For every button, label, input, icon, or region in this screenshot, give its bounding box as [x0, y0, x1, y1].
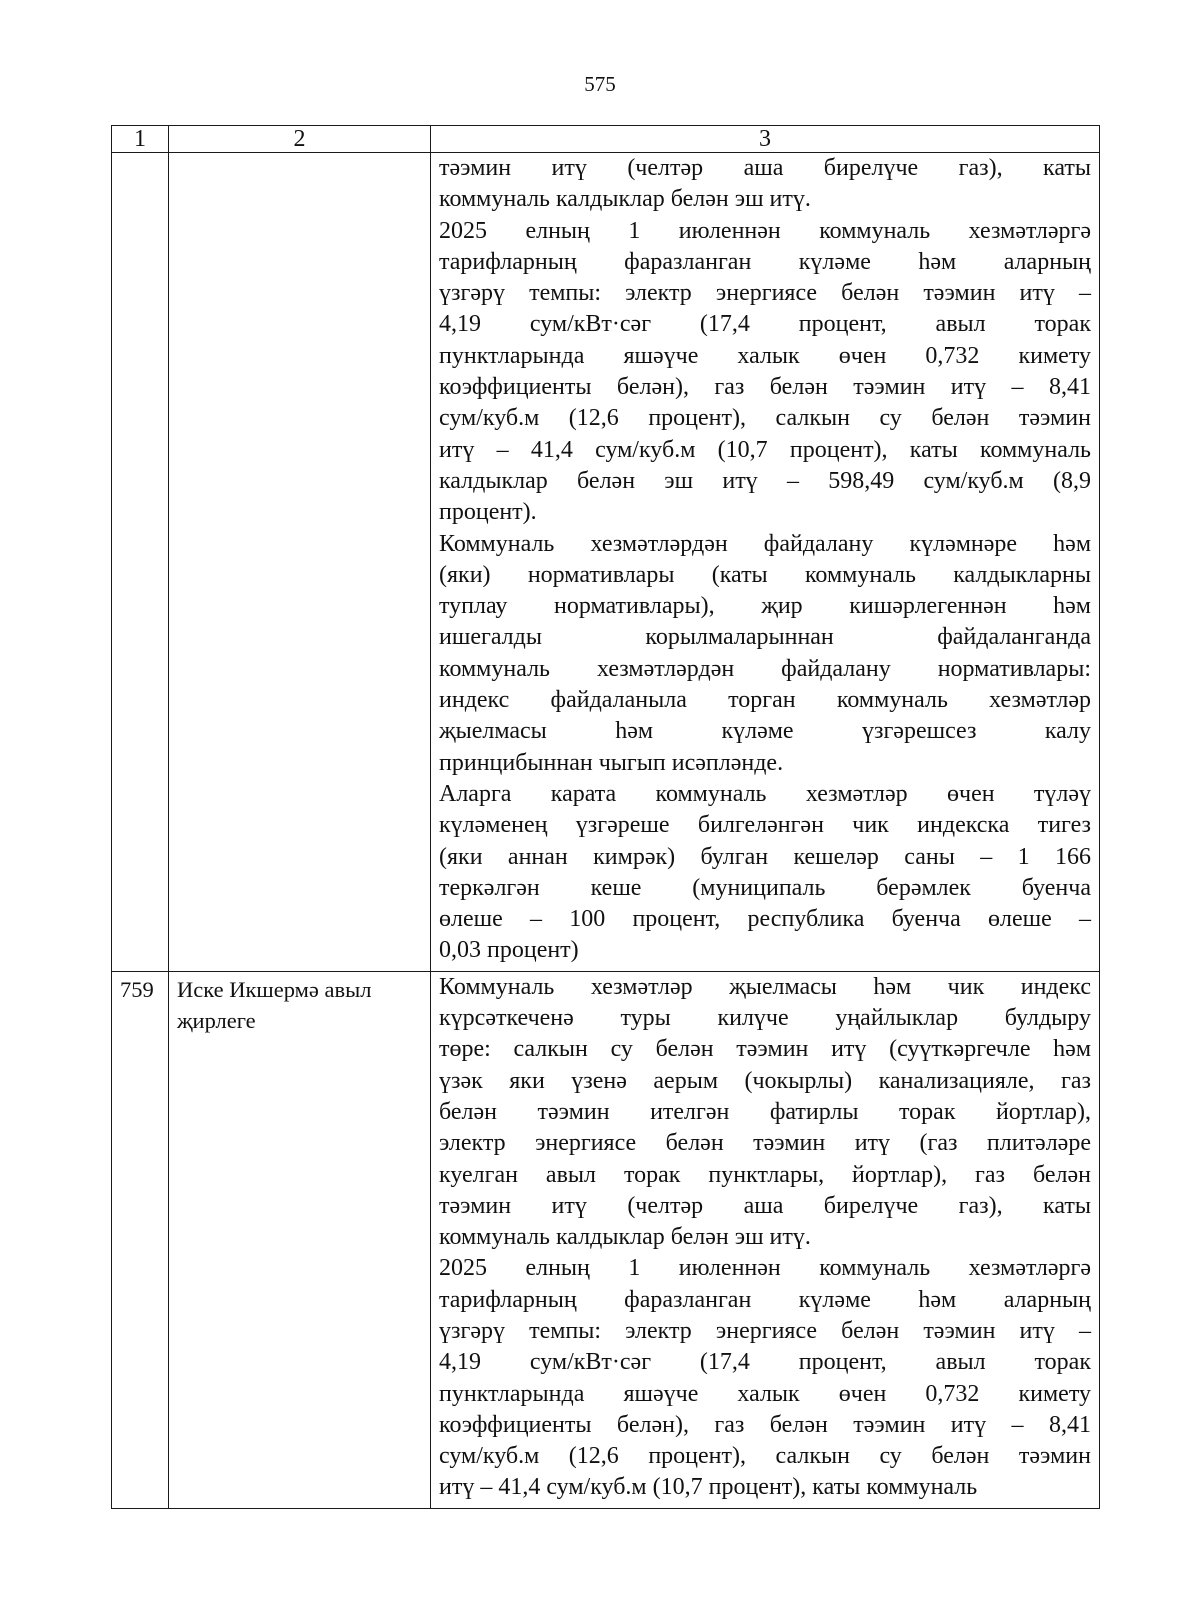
table-header-row	[112, 126, 1100, 153]
document-table	[111, 125, 1100, 1509]
paragraph-line: Коммуналь хезмәтләр җыелмасы һәм чик индекс	[439, 973, 1091, 1000]
paragraph-line: (яки) нормативлары (каты коммуналь калдыкларны	[439, 561, 1091, 588]
paragraph-line: электр энергиясе белән тәэмин итү (газ плитәләре	[439, 1130, 1091, 1157]
paragraph-line: 2025 елның 1 июленнән коммуналь хезмәтләргә	[439, 1255, 1091, 1282]
paragraph-line: итү – 41,4 сум/куб.м (10,7 процент), каты коммуналь	[439, 436, 1091, 463]
content-paragraph	[439, 153, 1091, 216]
paragraph-line: итү – 41,4 сум/куб.м (10,7 процент), каты коммуналь	[439, 1474, 978, 1501]
row-name-cell	[169, 153, 431, 972]
paragraph-line: үзгәрү темпы: электр энергиясе белән тәэмин итү –	[439, 1317, 1091, 1344]
paragraph-line: (яки аннан кимрәк) булган кешеләр саны – 1 166	[439, 843, 1091, 870]
paragraph-line: пунктларында яшәүче халык өчен 0,732 кимету	[439, 1380, 1091, 1407]
paragraph-line: коммуналь калдыклар белән эш итү.	[439, 186, 811, 213]
paragraph-line: үзгәрү темпы: электр энергиясе белән тәэмин итү –	[439, 280, 1091, 307]
row-content-cell	[431, 153, 1100, 972]
paragraph-line: 4,19 сум/кВт·сәг (17,4 процент, авыл торак	[439, 311, 1091, 338]
table-row	[112, 971, 1100, 1508]
paragraph-line: процент).	[439, 499, 537, 526]
paragraph-line: куелган авыл торак пунктлары, йортлар), газ белән	[439, 1161, 1091, 1188]
paragraph-line: тарифларның фаразланган күләме һәм аларның	[439, 248, 1091, 275]
content-paragraph	[439, 779, 1091, 967]
content-paragraph	[439, 529, 1091, 779]
column-header-2: 2	[169, 126, 431, 153]
paragraph-line: тәэмин итү (челтәр аша бирелүче газ), каты	[439, 155, 1091, 181]
page-number: 575	[584, 72, 616, 96]
paragraph-line: тарифларның фаразланган күләме һәм аларның	[439, 1286, 1091, 1313]
paragraph-line: тәэмин итү (челтәр аша бирелүче газ), каты	[439, 1192, 1091, 1219]
paragraph-line: калдыклар белән эш итү – 598,49 сум/куб.м (8,9	[439, 467, 1091, 494]
paragraph-line: җыелмасы һәм күләме үзгәрешсез калу	[439, 718, 1091, 745]
paragraph-line: белән тәэмин ителгән фатирлы торак йортлар),	[439, 1098, 1091, 1125]
paragraph-line: сум/куб.м (12,6 процент), салкын су белән тәэмин	[439, 1443, 1091, 1470]
paragraph-line: 0,03 процент)	[439, 937, 579, 964]
paragraph-line: коммуналь хезмәтләрдән файдалану нормативлары:	[439, 655, 1091, 682]
paragraph-line: теркәлгән кеше (муниципаль берәмлек буенча	[439, 874, 1091, 901]
content-paragraph	[439, 1253, 1091, 1503]
paragraph-line: сум/куб.м (12,6 процент), салкын су белән тәэмин	[439, 405, 1091, 432]
paragraph-line: күләменең үзгәреше билгеләнгән чик индекска тигез	[439, 812, 1091, 839]
content-paragraph	[439, 972, 1091, 1254]
paragraph-line: 2025 елның 1 июленнән коммуналь хезмәтләргә	[439, 217, 1091, 244]
paragraph-line: коэффициенты белән), газ белән тәэмин итү – 8,41	[439, 1411, 1091, 1438]
paragraph-line: туплау нормативлары), җир кишәрлегеннән һәм	[439, 593, 1091, 620]
paragraph-line: коммуналь калдыклар белән эш итү.	[439, 1224, 811, 1251]
paragraph-line: төре: салкын су белән тәэмин итү (суүткәргечле һәм	[439, 1036, 1091, 1063]
row-number-cell	[112, 153, 169, 972]
paragraph-line: күрсәткеченә туры килүче уңайлыклар булдыру	[439, 1005, 1091, 1032]
paragraph-line: Коммуналь хезмәтләрдән файдалану күләмнәре һәм	[439, 530, 1091, 557]
paragraph-line: индекс файдаланыла торган коммуналь хезмәтләр	[439, 687, 1091, 714]
paragraph-line: үзәк яки үзенә аерым (чокырлы) канализацияле, газ	[439, 1067, 1091, 1094]
content-paragraph	[439, 216, 1091, 529]
row-number-cell: 759	[112, 971, 169, 1508]
paragraph-line: өлеше – 100 процент, республика буенча өлеше –	[439, 906, 1091, 933]
paragraph-line: пунктларында яшәүче халык өчен 0,732 кимету	[439, 342, 1091, 369]
paragraph-line: ишегалды корылмаларыннан файдаланганда	[439, 624, 1091, 651]
paragraph-line: Аларга карата коммуналь хезмәтләр өчен түләү	[439, 780, 1091, 807]
table-row	[112, 153, 1100, 972]
column-header-1: 1	[112, 126, 169, 153]
row-content-cell	[431, 971, 1100, 1508]
paragraph-line: коэффициенты белән), газ белән тәэмин итү – 8,41	[439, 374, 1091, 401]
paragraph-line: принцибыннан чыгып исәпләнде.	[439, 749, 784, 776]
row-name-cell: Иске Икшермә авыл җирлеге	[169, 971, 431, 1508]
column-header-3: 3	[431, 126, 1100, 153]
paragraph-line: 4,19 сум/кВт·сәг (17,4 процент, авыл торак	[439, 1349, 1091, 1376]
